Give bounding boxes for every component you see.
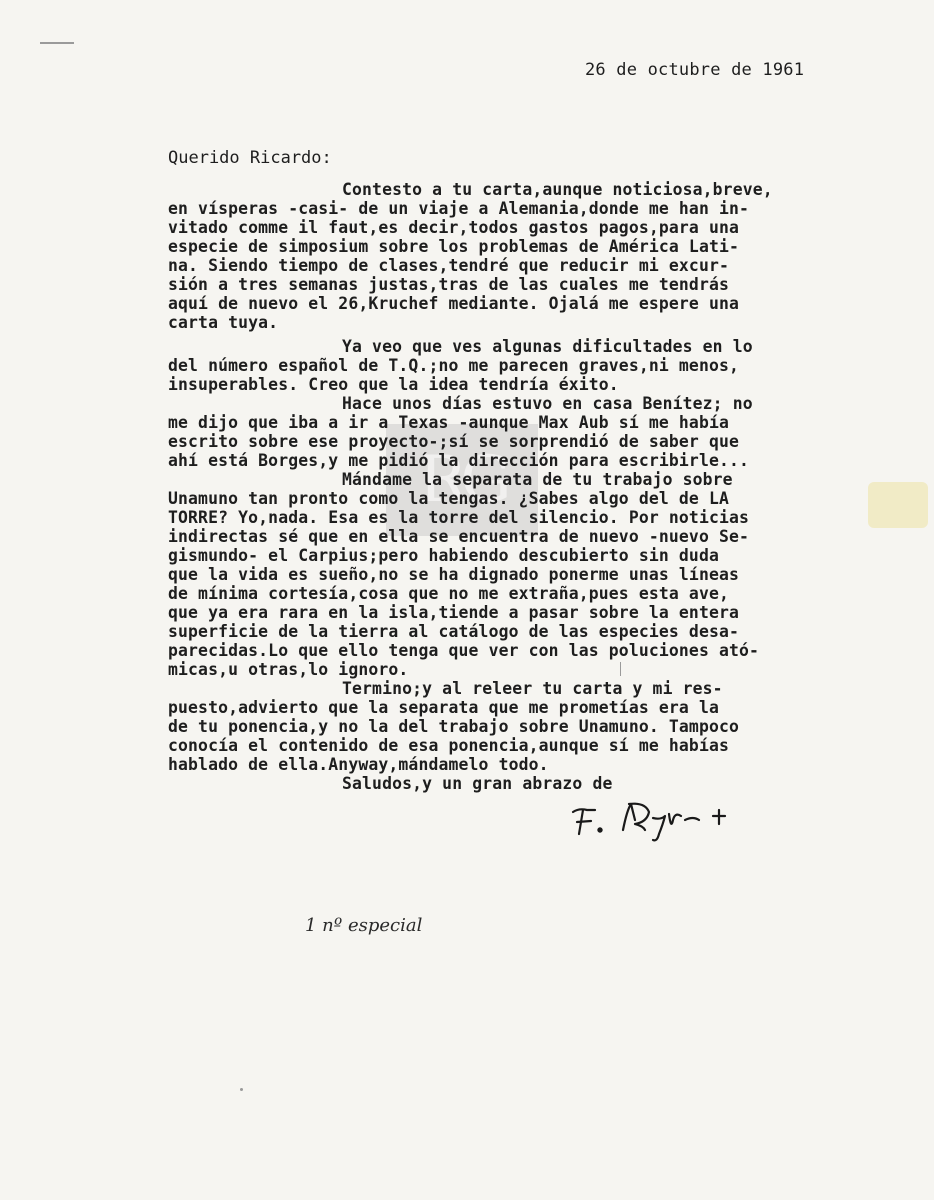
paper-mark: [240, 1088, 243, 1091]
letter-line: ahí está Borges,y me pidió la dirección para escribirle...: [168, 451, 750, 470]
letter-line: puesto,advierto que la separata que me prometías era la: [168, 698, 719, 717]
handwritten-signature-icon: [565, 790, 775, 850]
letter-line: superficie de la tierra al catálogo de las especies desa-: [168, 622, 740, 641]
letter-line: Termino;y al releer tu carta y mi res-: [342, 679, 723, 698]
archive-watermark-icon: RG: [386, 424, 538, 536]
letter-line: parecidas.Lo que ello tenga que ver con las poluciones ató-: [168, 641, 760, 660]
letter-line: gismundo- el Carpius;pero habiendo descubierto sin duda: [168, 546, 719, 565]
letter-line: del número español de T.Q.;no me parecen graves,ni menos,: [168, 356, 740, 375]
letter-line: micas,u otras,lo ignoro.: [168, 660, 409, 679]
letter-line: escrito sobre ese proyecto-;sí se sorprendió de saber que: [168, 432, 740, 451]
letter-line: sión a tres semanas justas,tras de las cuales me tendrás: [168, 275, 730, 294]
letter-line: hablado de ella.Anyway,mándamelo todo.: [168, 755, 549, 774]
letter-line: Saludos,y un gran abrazo de: [342, 774, 613, 793]
letter-line: de tu ponencia,y no la del trabajo sobre Unamuno. Tampoco: [168, 717, 740, 736]
letter-line: Ya veo que ves algunas dificultades en lo: [342, 337, 753, 356]
letter-line: indirectas sé que en ella se encuentra de nuevo -nuevo Se-: [168, 527, 750, 546]
letter-line: carta tuya.: [168, 313, 279, 332]
paper-stain: [868, 482, 928, 528]
paper-mark: [620, 662, 621, 676]
letter-line: especie de simposium sobre los problemas de América Lati-: [168, 237, 740, 256]
letter-line: que ya era rara en la isla,tiende a pasar sobre la entera: [168, 603, 740, 622]
letter-line: vitado comme il faut,es decir,todos gastos pagos,para una: [168, 218, 740, 237]
letter-line: Mándame la separata de tu trabajo sobre: [342, 470, 733, 489]
letter-line: me dijo que iba a ir a Texas -aunque Max Aub sí me había: [168, 413, 730, 432]
letter-salutation: Querido Ricardo:: [168, 148, 332, 168]
letter-line: insuperables. Creo que la idea tendría éxito.: [168, 375, 619, 394]
letter-date: 26 de octubre de 1961: [585, 60, 805, 80]
letter-line: que la vida es sueño,no se ha dignado ponerme unas líneas: [168, 565, 740, 584]
paper-mark: [40, 42, 74, 44]
letter-line: conocía el contenido de esa ponencia,aunque sí me habías: [168, 736, 730, 755]
letter-line: en vísperas -casi- de un viaje a Alemania,donde me han in-: [168, 199, 750, 218]
letter-line: de mínima cortesía,cosa que no me extraña,pues esta ave,: [168, 584, 730, 603]
handwritten-note: 1 nº especial: [305, 915, 423, 936]
letter-line: Hace unos días estuvo en casa Benítez; no: [342, 394, 753, 413]
letter-line: TORRE? Yo,nada. Esa es la torre del silencio. Por noticias: [168, 508, 750, 527]
letter-line: Contesto a tu carta,aunque noticiosa,breve,: [342, 180, 773, 199]
letter-line: Unamuno tan pronto como la tengas. ¿Sabes algo del de LA: [168, 489, 730, 508]
letter-line: aquí de nuevo el 26,Kruchef mediante. Ojalá me espere una: [168, 294, 740, 313]
letter-line: na. Siendo tiempo de clases,tendré que reducir mi excur-: [168, 256, 730, 275]
